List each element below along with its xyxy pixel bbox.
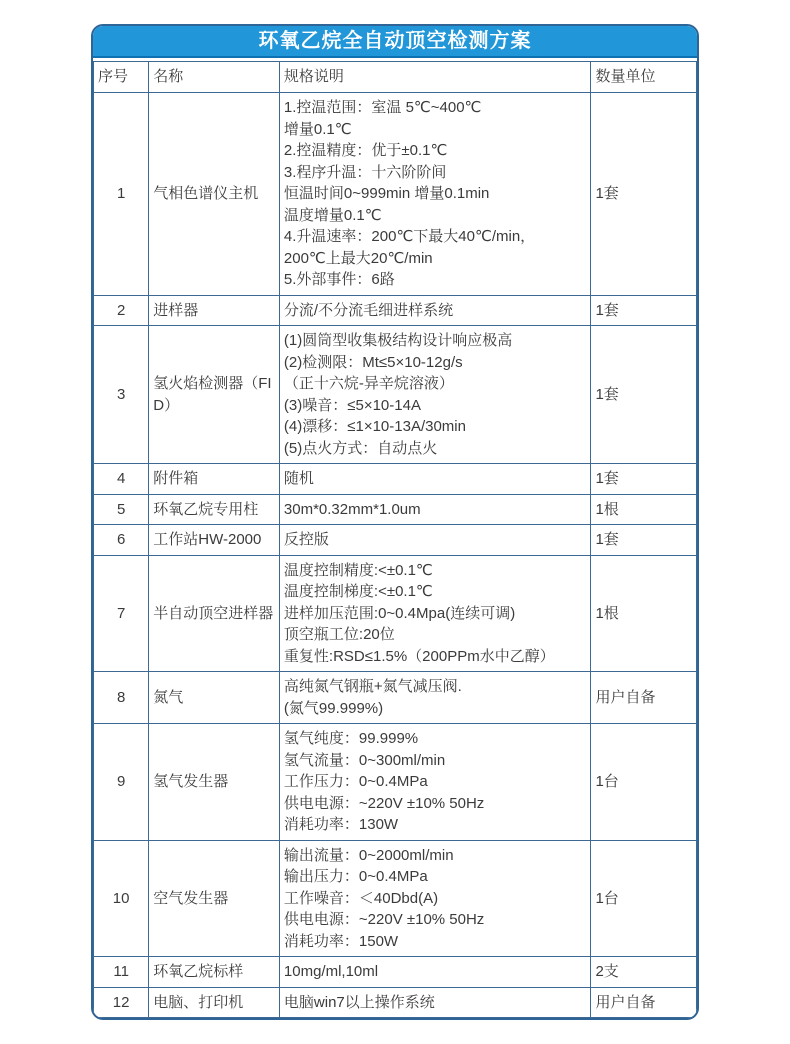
cell-qty: 1套 <box>591 295 697 326</box>
spec-line: 30m*0.32mm*1.0um <box>283 500 421 518</box>
spec-line: 温度控制梯度:<±0.1℃ <box>283 583 433 600</box>
header-no: 序号 <box>94 62 149 93</box>
spec-line: 3.程序升温：十六阶阶间 <box>283 163 447 181</box>
cell-qty: 用户自备 <box>591 672 697 724</box>
spec-line: 5.外部事件：6路 <box>283 271 395 288</box>
table-row <box>94 957 697 988</box>
cell-name: 半自动顶空进样器 <box>149 555 280 672</box>
spec-line: (5)点火方式：自动点火 <box>283 439 438 457</box>
spec-line: 供电电源：~220V ±10% 50Hz <box>283 794 485 812</box>
cell-no: 2 <box>94 295 149 326</box>
cell-qty: 1台 <box>591 840 697 957</box>
spec-line: 进样加压范围:0~0.4Mpa(连续可调) <box>283 604 516 622</box>
cell-spec <box>279 295 591 326</box>
spec-line: (4)漂移：≤1×10-13A/30min <box>283 418 466 435</box>
cell-name: 空气发生器 <box>149 840 280 957</box>
cell-spec <box>279 555 591 672</box>
cell-no: 12 <box>94 987 149 1018</box>
spec-line: 消耗功率：150W <box>283 932 399 950</box>
cell-spec <box>279 840 591 957</box>
cell-no: 10 <box>94 840 149 957</box>
spec-line: 消耗功率：130W <box>283 816 399 833</box>
spec-line: 输出压力：0~0.4MPa <box>283 868 428 885</box>
table-header-row <box>94 62 697 93</box>
cell-qty: 1根 <box>591 555 697 672</box>
cell-spec <box>279 464 591 495</box>
cell-spec <box>279 987 591 1018</box>
cell-qty: 1套 <box>591 93 697 296</box>
cell-qty: 2支 <box>591 957 697 988</box>
cell-no: 3 <box>94 326 149 464</box>
spec-line: (1)圆筒型收集极结构设计响应极高 <box>283 332 513 349</box>
table-row <box>94 525 697 556</box>
cell-name: 气相色谱仪主机 <box>149 93 280 296</box>
cell-name: 工作站HW-2000 <box>149 525 280 556</box>
spec-table-panel <box>91 24 699 1020</box>
spec-line: 重复性:RSD≤1.5%（200PPm水中乙醇） <box>283 647 555 665</box>
spec-line: 随机 <box>283 470 314 487</box>
spec-line: 高纯氮气钢瓶+氮气减压阀. <box>283 678 462 695</box>
spec-line: 恒温时间0~999min 增量0.1min <box>283 185 490 202</box>
spec-line: 工作噪音：＜40Dbd(A) <box>283 889 439 907</box>
cell-name: 环氧乙烷标样 <box>149 957 280 988</box>
cell-no: 5 <box>94 494 149 525</box>
cell-no: 8 <box>94 672 149 724</box>
spec-line: (2)检测限：Mt≤5×10-12g/s <box>283 353 463 371</box>
cell-no: 11 <box>94 957 149 988</box>
cell-qty: 1套 <box>591 464 697 495</box>
cell-no: 7 <box>94 555 149 672</box>
cell-name: 进样器 <box>149 295 280 326</box>
cell-name: 附件箱 <box>149 464 280 495</box>
spec-line: 增量0.1℃ <box>283 120 352 138</box>
table-row <box>94 987 697 1018</box>
table-row <box>94 672 697 724</box>
cell-qty: 1根 <box>591 494 697 525</box>
spec-line: 10mg/ml,10ml <box>283 963 379 980</box>
spec-line: 200℃上最大20℃/min <box>283 249 433 267</box>
cell-spec <box>279 525 591 556</box>
table-row <box>94 494 697 525</box>
spec-line: 输出流量：0~2000ml/min <box>283 846 454 864</box>
spec-line: 温度控制精度:<±0.1℃ <box>283 561 433 579</box>
table-row <box>94 93 697 296</box>
cell-spec <box>279 494 591 525</box>
cell-spec <box>279 724 591 841</box>
cell-qty: 1台 <box>591 724 697 841</box>
table-body <box>94 93 697 1018</box>
header-spec: 规格说明 <box>279 62 591 93</box>
spec-line: 工作压力：0~0.4MPa <box>283 773 428 790</box>
cell-qty: 1套 <box>591 525 697 556</box>
table-title: 环氧乙烷全自动顶空检测方案 <box>93 26 697 58</box>
spec-line: 1.控温范围：室温 5℃~400℃ <box>283 99 482 116</box>
cell-name: 电脑、打印机 <box>149 987 280 1018</box>
cell-name: 环氧乙烷专用柱 <box>149 494 280 525</box>
cell-spec <box>279 957 591 988</box>
cell-qty: 用户自备 <box>591 987 697 1018</box>
spec-line: (氮气99.999%) <box>283 699 384 717</box>
cell-no: 6 <box>94 525 149 556</box>
table-row <box>94 555 697 672</box>
cell-spec <box>279 326 591 464</box>
spec-line: 氢气纯度：99.999% <box>283 730 419 747</box>
cell-name: 氢火焰检测器（FID） <box>149 326 280 464</box>
table-row <box>94 326 697 464</box>
table-row <box>94 724 697 841</box>
cell-no: 4 <box>94 464 149 495</box>
spec-line: （正十六烷-异辛烷溶液） <box>283 375 454 392</box>
spec-line: 反控版 <box>283 531 329 548</box>
spec-line: 4.升温速率：200℃下最大40℃/min， <box>283 228 536 245</box>
spec-line: 供电电源：~220V ±10% 50Hz <box>283 911 485 928</box>
cell-spec <box>279 93 591 296</box>
spec-line: (3)噪音：≤5×10-14A <box>283 396 421 414</box>
spec-line: 温度增量0.1℃ <box>283 206 382 224</box>
table-row <box>94 840 697 957</box>
header-qty: 数量单位 <box>591 62 697 93</box>
cell-no: 9 <box>94 724 149 841</box>
cell-qty: 1套 <box>591 326 697 464</box>
cell-name: 氢气发生器 <box>149 724 280 841</box>
cell-spec <box>279 672 591 724</box>
table-row <box>94 464 697 495</box>
table-row <box>94 295 697 326</box>
spec-line: 氢气流量：0~300ml/min <box>283 751 446 769</box>
spec-table <box>93 61 697 1018</box>
cell-name: 氮气 <box>149 672 280 724</box>
spec-line: 顶空瓶工位:20位 <box>283 626 395 643</box>
spec-line: 2.控温精度：优于±0.1℃ <box>283 142 448 159</box>
spec-line: 分流/不分流毛细进样系统 <box>283 301 454 319</box>
header-name: 名称 <box>149 62 280 93</box>
cell-no: 1 <box>94 93 149 296</box>
spec-line: 电脑win7以上操作系统 <box>283 993 435 1011</box>
